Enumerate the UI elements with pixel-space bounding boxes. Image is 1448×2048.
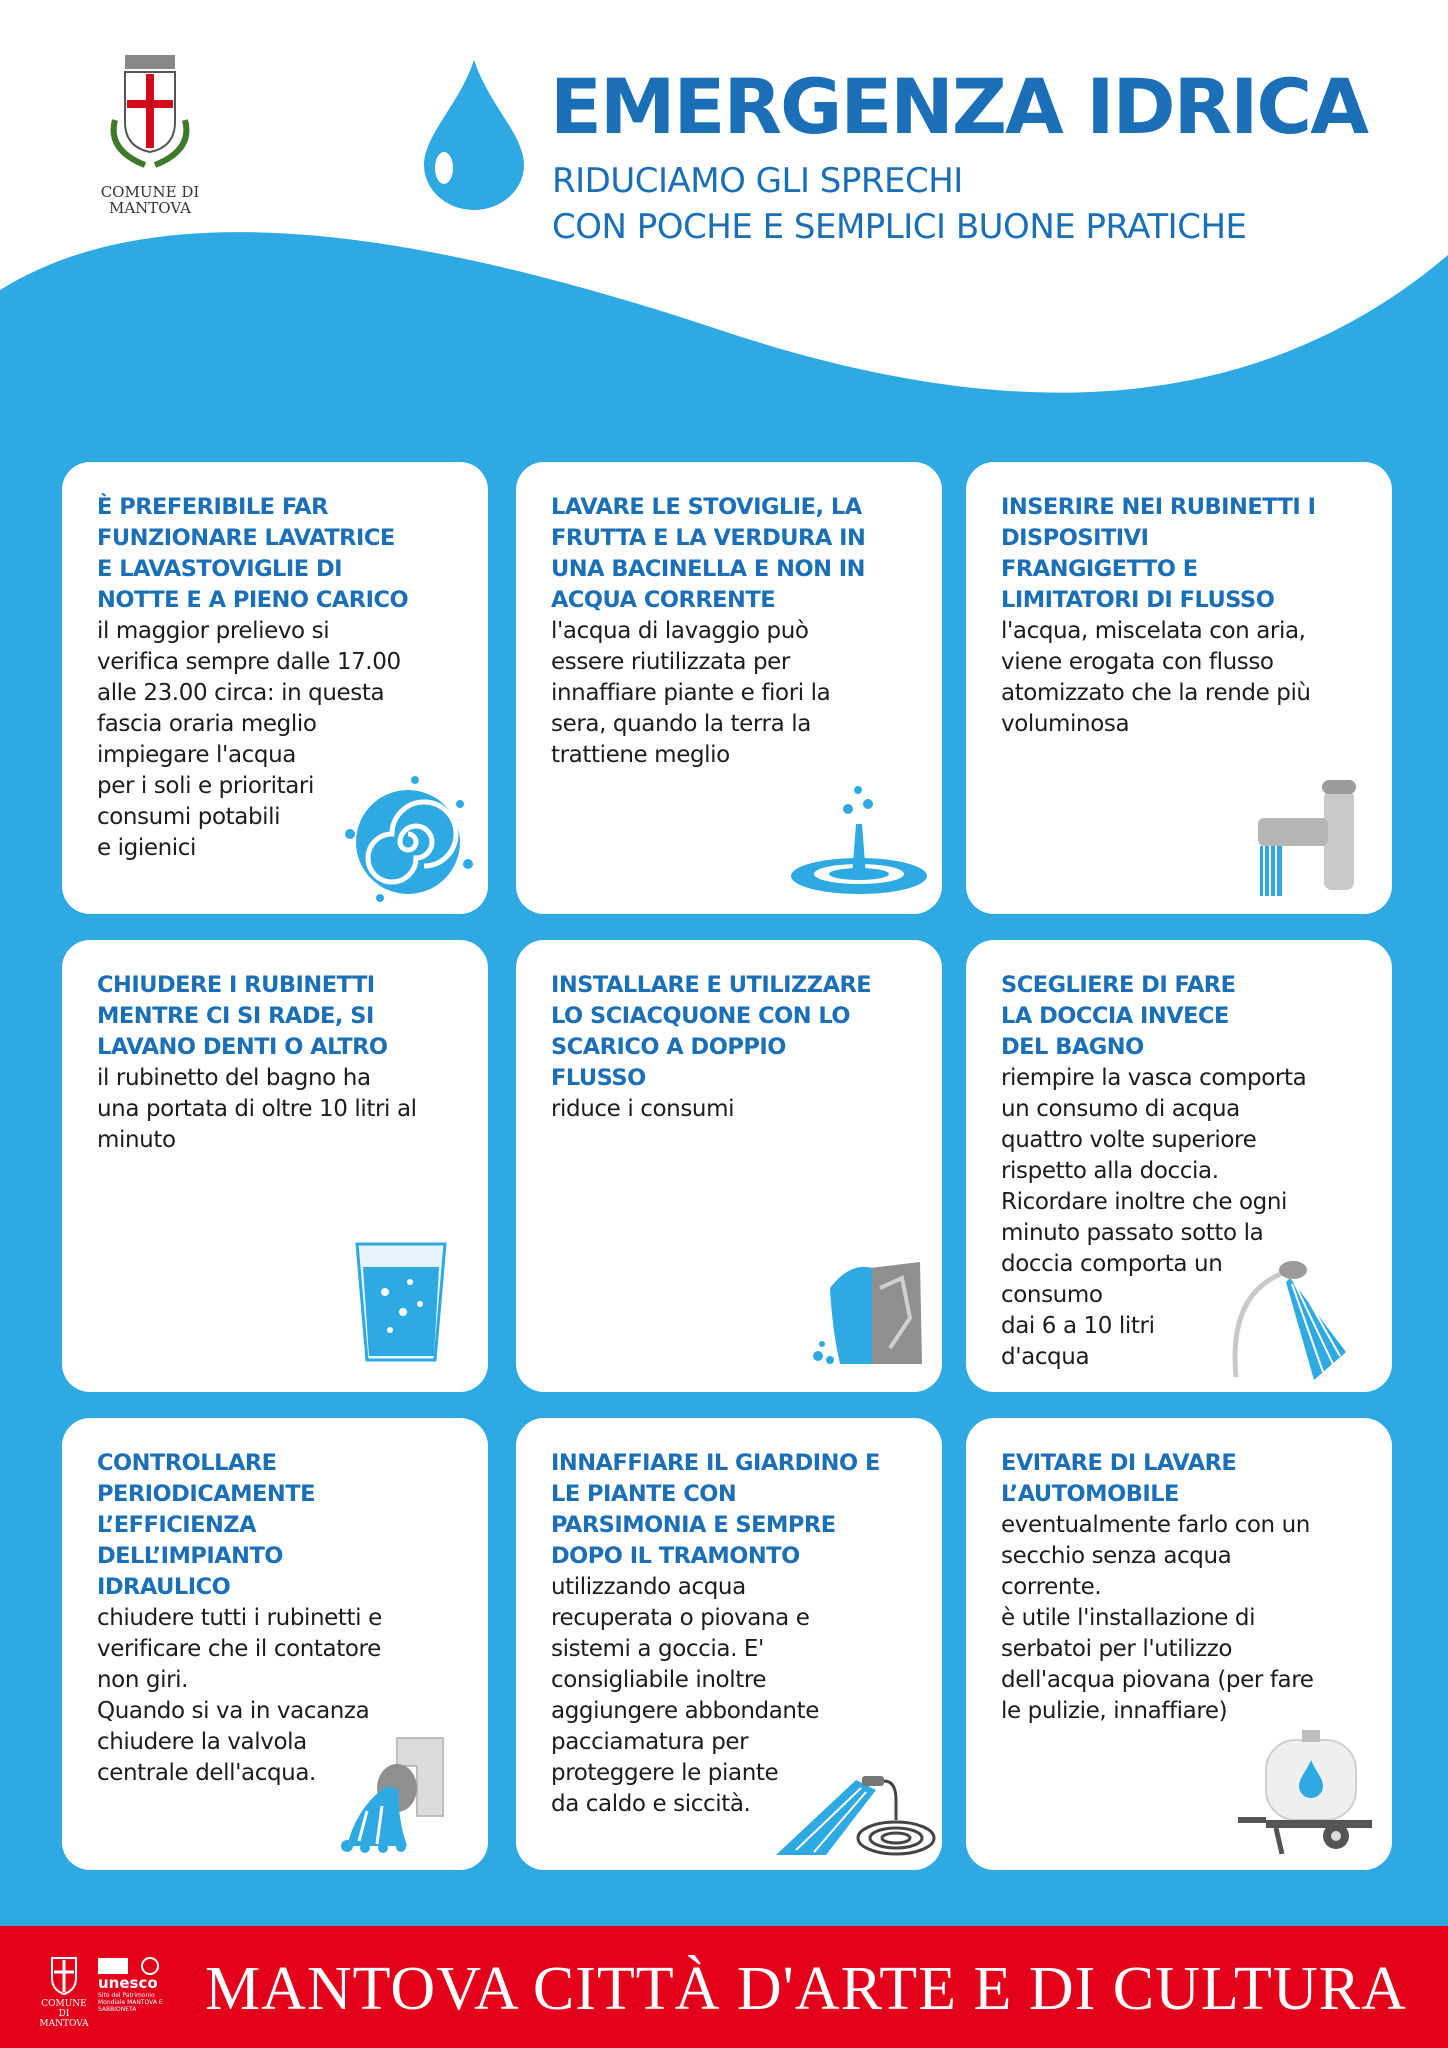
unesco-caption: Sito del Patrimonio Mondiale MANTOVA E SABBIONETA (98, 1992, 163, 2013)
tip-card (966, 940, 1392, 1392)
tip-body: il rubinetto del bagno ha una portata di oltre 10 litri al minuto (97, 1065, 417, 1153)
tip-card (516, 940, 942, 1392)
tip-title: LAVARE LE STOVIGLIE, LA FRUTTA E LA VERDURA IN UNA BACINELLA E NON IN ACQUA CORRENTE (551, 494, 866, 613)
water-drop-icon (424, 60, 524, 210)
subtitle-line-2: CON POCHE E SEMPLICI BUONE PRATICHE (552, 207, 1247, 247)
shower-icon (1228, 1252, 1358, 1382)
logo-caption: COMUNE DI MANTOVA (100, 183, 200, 217)
tip-title: EVITARE DI LAVARE L’AUTOMOBILE (1001, 1450, 1237, 1507)
footer-comune-logo (36, 1954, 92, 2029)
tip-body: riempire la vasca comporta un consumo di acqua quattro volte superiore rispetto alla doccia. Ricordare inoltre che ogni minuto passato sotto la doccia comporta un consumo dai 6 a 10 litri d'acqua (1001, 1065, 1307, 1370)
tip-card (62, 940, 488, 1392)
footer-tagline: MANTOVA CITTÀ D'ARTE E DI CULTURA (205, 1955, 1407, 2023)
faucet-icon (1252, 780, 1372, 900)
comune-logo (90, 50, 210, 216)
washing-spiral-icon (340, 774, 480, 904)
tip-title: È PREFERIBILE FAR FUNZIONARE LAVATRICE E LAVASTOVIGLIE DI NOTTE E A PIENO CARICO (97, 494, 409, 613)
tip-body: chiudere tutti i rubinetti e verificare che il contatore non giri. Quando si va in vacanza chiudere la valvola centrale dell'acqua. (97, 1605, 382, 1786)
tip-title: SCEGLIERE DI FARE LA DOCCIA INVECE DEL BAGNO (1001, 972, 1236, 1060)
tip-title: CONTROLLARE PERIODICAMENTE L’EFFICIENZA DELL’IMPIANTO IDRAULICO (97, 1450, 315, 1600)
tip-card (966, 462, 1392, 914)
unesco-word: unesco (98, 1974, 158, 1992)
footer-bar (0, 1926, 1448, 2048)
tip-title: INSTALLARE E UTILIZZARE LO SCIACQUONE CON LO SCARICO A DOPPIO FLUSSO (551, 972, 872, 1091)
subtitle-line-1: RIDUCIAMO GLI SPRECHI (552, 161, 963, 201)
tip-card (516, 462, 942, 914)
tip-title: INSERIRE NEI RUBINETTI I DISPOSITIVI FRANGIGETTO E LIMITATORI DI FLUSSO (1001, 494, 1316, 613)
page-title: EMERGENZA IDRICA (550, 62, 1368, 151)
tip-body: utilizzando acqua recuperata o piovana e sistemi a goccia. E' consigliabile inoltre aggiungere abbondante pacciamatura per proteggere le piante da caldo e siccità. (551, 1574, 819, 1817)
page-subtitle (552, 158, 1247, 250)
tip-body: riduce i consumi (551, 1096, 735, 1122)
footer-logo-caption: COMUNE DI MANTOVA (39, 1999, 89, 2029)
waterfall-icon (810, 1258, 928, 1368)
tip-body: l'acqua di lavaggio può essere riutilizzata per innaffiare piante e fiori la sera, quando la terra la trattiene meglio (551, 618, 831, 768)
garden-hose-icon (766, 1760, 942, 1860)
tip-card (516, 1418, 942, 1870)
unesco-icon (98, 1956, 168, 1976)
tip-body: eventualmente farlo con un secchio senza acqua corrente. è utile l'installazione di serbatoi per l'utilizzo dell'acqua piovana (per fare le pulizie, innaffiare) (1001, 1512, 1314, 1724)
tip-card (62, 462, 488, 914)
water-splash-icon (788, 784, 930, 899)
tip-body: il maggior prelievo si verifica sempre dalle 17.00 alle 23.00 circa: in questa fascia oraria meglio impiegare l'acqua per i soli e prioritari consumi potabili e igienici (97, 618, 401, 861)
tip-card (62, 1418, 488, 1870)
unesco-logo (98, 1956, 168, 2013)
tip-title: CHIUDERE I RUBINETTI MENTRE CI SI RADE, SI LAVANO DENTI O ALTRO (97, 972, 388, 1060)
water-tank-icon (1236, 1726, 1386, 1856)
water-glass-icon (355, 1242, 447, 1362)
tip-title: INNAFFIARE IL GIARDINO E LE PIANTE CON PARSIMONIA E SEMPRE DOPO IL TRAMONTO (551, 1450, 880, 1569)
tip-body: l'acqua, miscelata con aria, viene erogata con flusso atomizzato che la rende più voluminosa (1001, 618, 1311, 737)
coat-of-arms-icon (95, 50, 205, 180)
pipe-icon (337, 1736, 467, 1854)
footer-coat-of-arms-icon (44, 1954, 84, 1996)
tip-card (966, 1418, 1392, 1870)
